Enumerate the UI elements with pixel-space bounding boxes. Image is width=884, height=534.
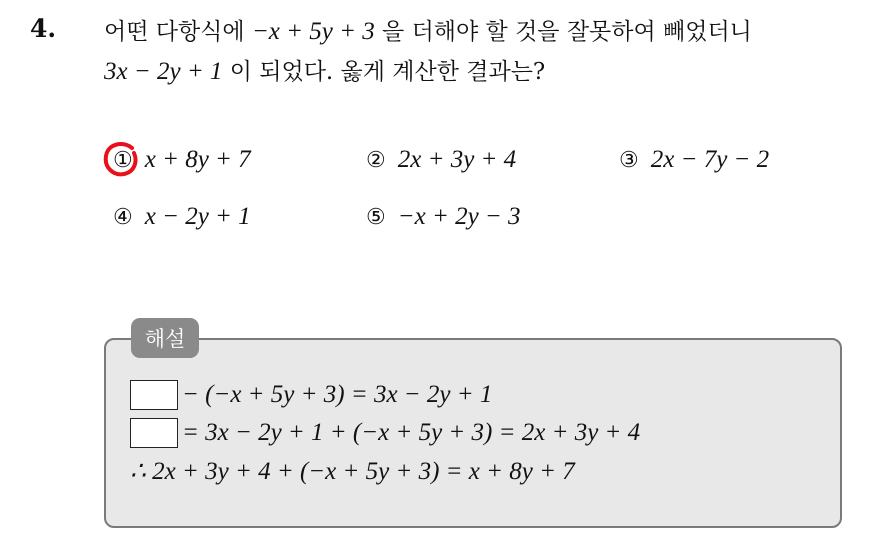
stem-line-1	[104, 12, 874, 52]
solution-label: 해설	[131, 318, 199, 358]
choice-expression: x − 2y + 1	[144, 203, 251, 230]
stem-text: 을 더해야 할 것을 잘못하여 빼었더니	[374, 19, 752, 45]
solution-line-3	[130, 456, 575, 486]
choice-expression: x + 8y + 7	[144, 146, 251, 173]
choice-expression: −x + 2y − 3	[397, 203, 521, 230]
stem-expression: 3x − 2y + 1	[104, 58, 223, 85]
stem-text: 이 되었다. 옳게 계산한 결과는?	[222, 59, 546, 85]
choice-number: ④	[113, 204, 133, 230]
solution-line-1	[130, 380, 492, 410]
choice-expression: 2x + 3y + 4	[397, 146, 517, 173]
stem-text: 어떤 다항식에	[104, 19, 252, 45]
stem-line-2	[104, 52, 874, 92]
choice-expression: 2x − 7y − 2	[650, 146, 770, 173]
choice-number: ②	[366, 147, 386, 173]
choice-4[interactable]	[113, 203, 251, 231]
solution-equation: = 3x − 2y + 1 + (−x + 5y + 3) = 2x + 3y + 4	[182, 419, 641, 446]
question-stem	[104, 12, 874, 92]
choice-3[interactable]	[619, 146, 769, 174]
choice-number: ①	[113, 147, 133, 173]
blank-box	[130, 418, 178, 448]
blank-box	[130, 380, 178, 410]
solution-equation: ∴ 2x + 3y + 4 + (−x + 5y + 3) = x + 8y + 7	[130, 458, 575, 485]
choice-number: ③	[619, 147, 639, 173]
stem-expression: −x + 5y + 3	[251, 18, 375, 45]
choice-2[interactable]	[366, 146, 516, 174]
question-number: 4.	[30, 14, 57, 43]
choice-1[interactable]	[113, 146, 251, 174]
solution-line-2	[130, 418, 640, 448]
solution-equation: − (−x + 5y + 3) = 3x − 2y + 1	[182, 381, 493, 408]
choice-5[interactable]	[366, 203, 521, 231]
choice-number: ⑤	[366, 204, 386, 230]
